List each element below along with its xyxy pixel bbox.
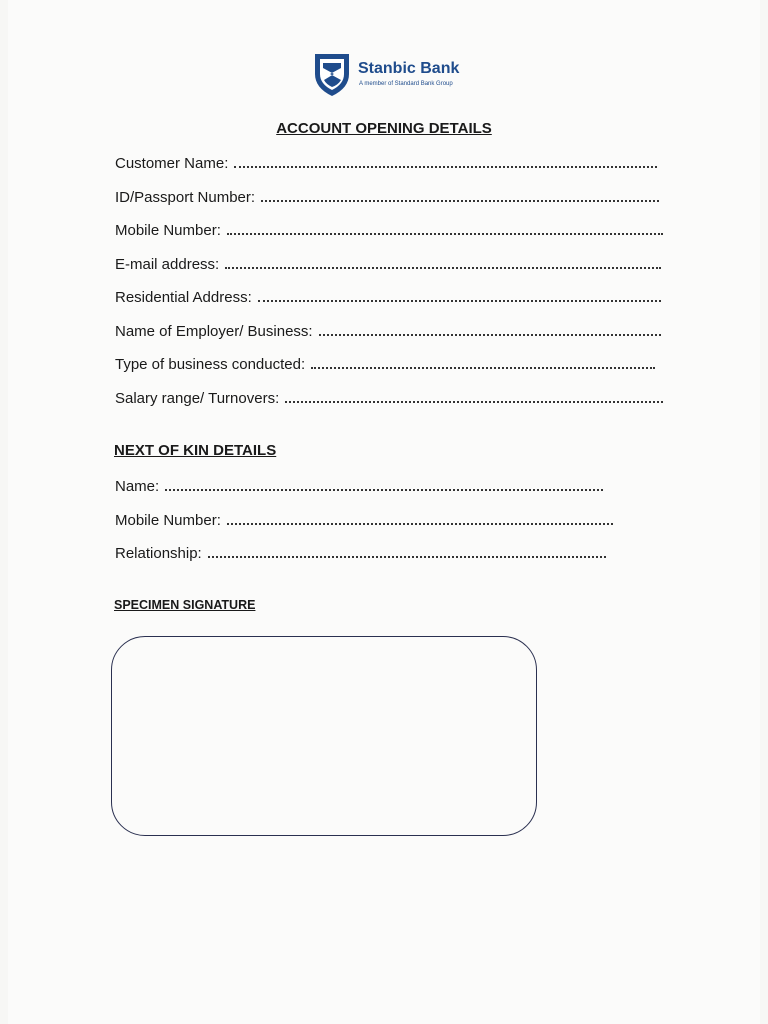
fill-line[interactable] (285, 397, 663, 403)
specimen-signature-heading: SPECIMEN SIGNATURE (114, 598, 256, 612)
field-label: Salary range/ Turnovers: (115, 390, 280, 407)
kin-name-field[interactable] (115, 473, 603, 495)
field-label: E-mail address: (115, 256, 220, 273)
field-label: Residential Address: (115, 289, 252, 306)
field-label: Mobile Number: (115, 512, 221, 529)
fill-line[interactable] (227, 229, 663, 235)
employer-field[interactable] (115, 318, 661, 340)
field-label: Name: (115, 478, 160, 495)
fill-line[interactable] (165, 485, 603, 491)
mobile-number-field[interactable] (115, 217, 663, 239)
shield-icon (312, 50, 352, 98)
fill-line[interactable] (261, 196, 659, 202)
signature-box[interactable] (111, 636, 537, 836)
next-of-kin-heading: NEXT OF KIN DETAILS (114, 442, 277, 459)
kin-relationship-field[interactable] (115, 540, 606, 562)
field-label: Relationship: (115, 545, 202, 562)
email-field[interactable] (115, 251, 661, 273)
field-label: Name of Employer/ Business: (115, 323, 313, 340)
field-label: Mobile Number: (115, 222, 221, 239)
fill-line[interactable] (234, 162, 657, 168)
field-label: Customer Name: (115, 155, 229, 172)
form-title: ACCOUNT OPENING DETAILS (276, 120, 492, 137)
fill-line[interactable] (208, 552, 606, 558)
fill-line[interactable] (227, 519, 613, 525)
brand-name: Stanbic Bank (358, 60, 460, 77)
fill-line[interactable] (258, 296, 661, 302)
customer-name-field[interactable] (115, 150, 657, 172)
salary-range-field[interactable] (115, 385, 663, 407)
fill-line[interactable] (225, 263, 661, 269)
field-label: ID/Passport Number: (115, 189, 256, 206)
fill-line[interactable] (311, 363, 655, 369)
kin-mobile-field[interactable] (115, 507, 613, 529)
fill-line[interactable] (319, 330, 661, 336)
business-type-field[interactable] (115, 351, 655, 373)
id-passport-field[interactable] (115, 184, 659, 206)
brand-tagline: A member of Standard Bank Group (359, 81, 453, 87)
residential-address-field[interactable] (115, 284, 661, 306)
bank-logo (312, 50, 482, 100)
field-label: Type of business conducted: (115, 356, 306, 373)
